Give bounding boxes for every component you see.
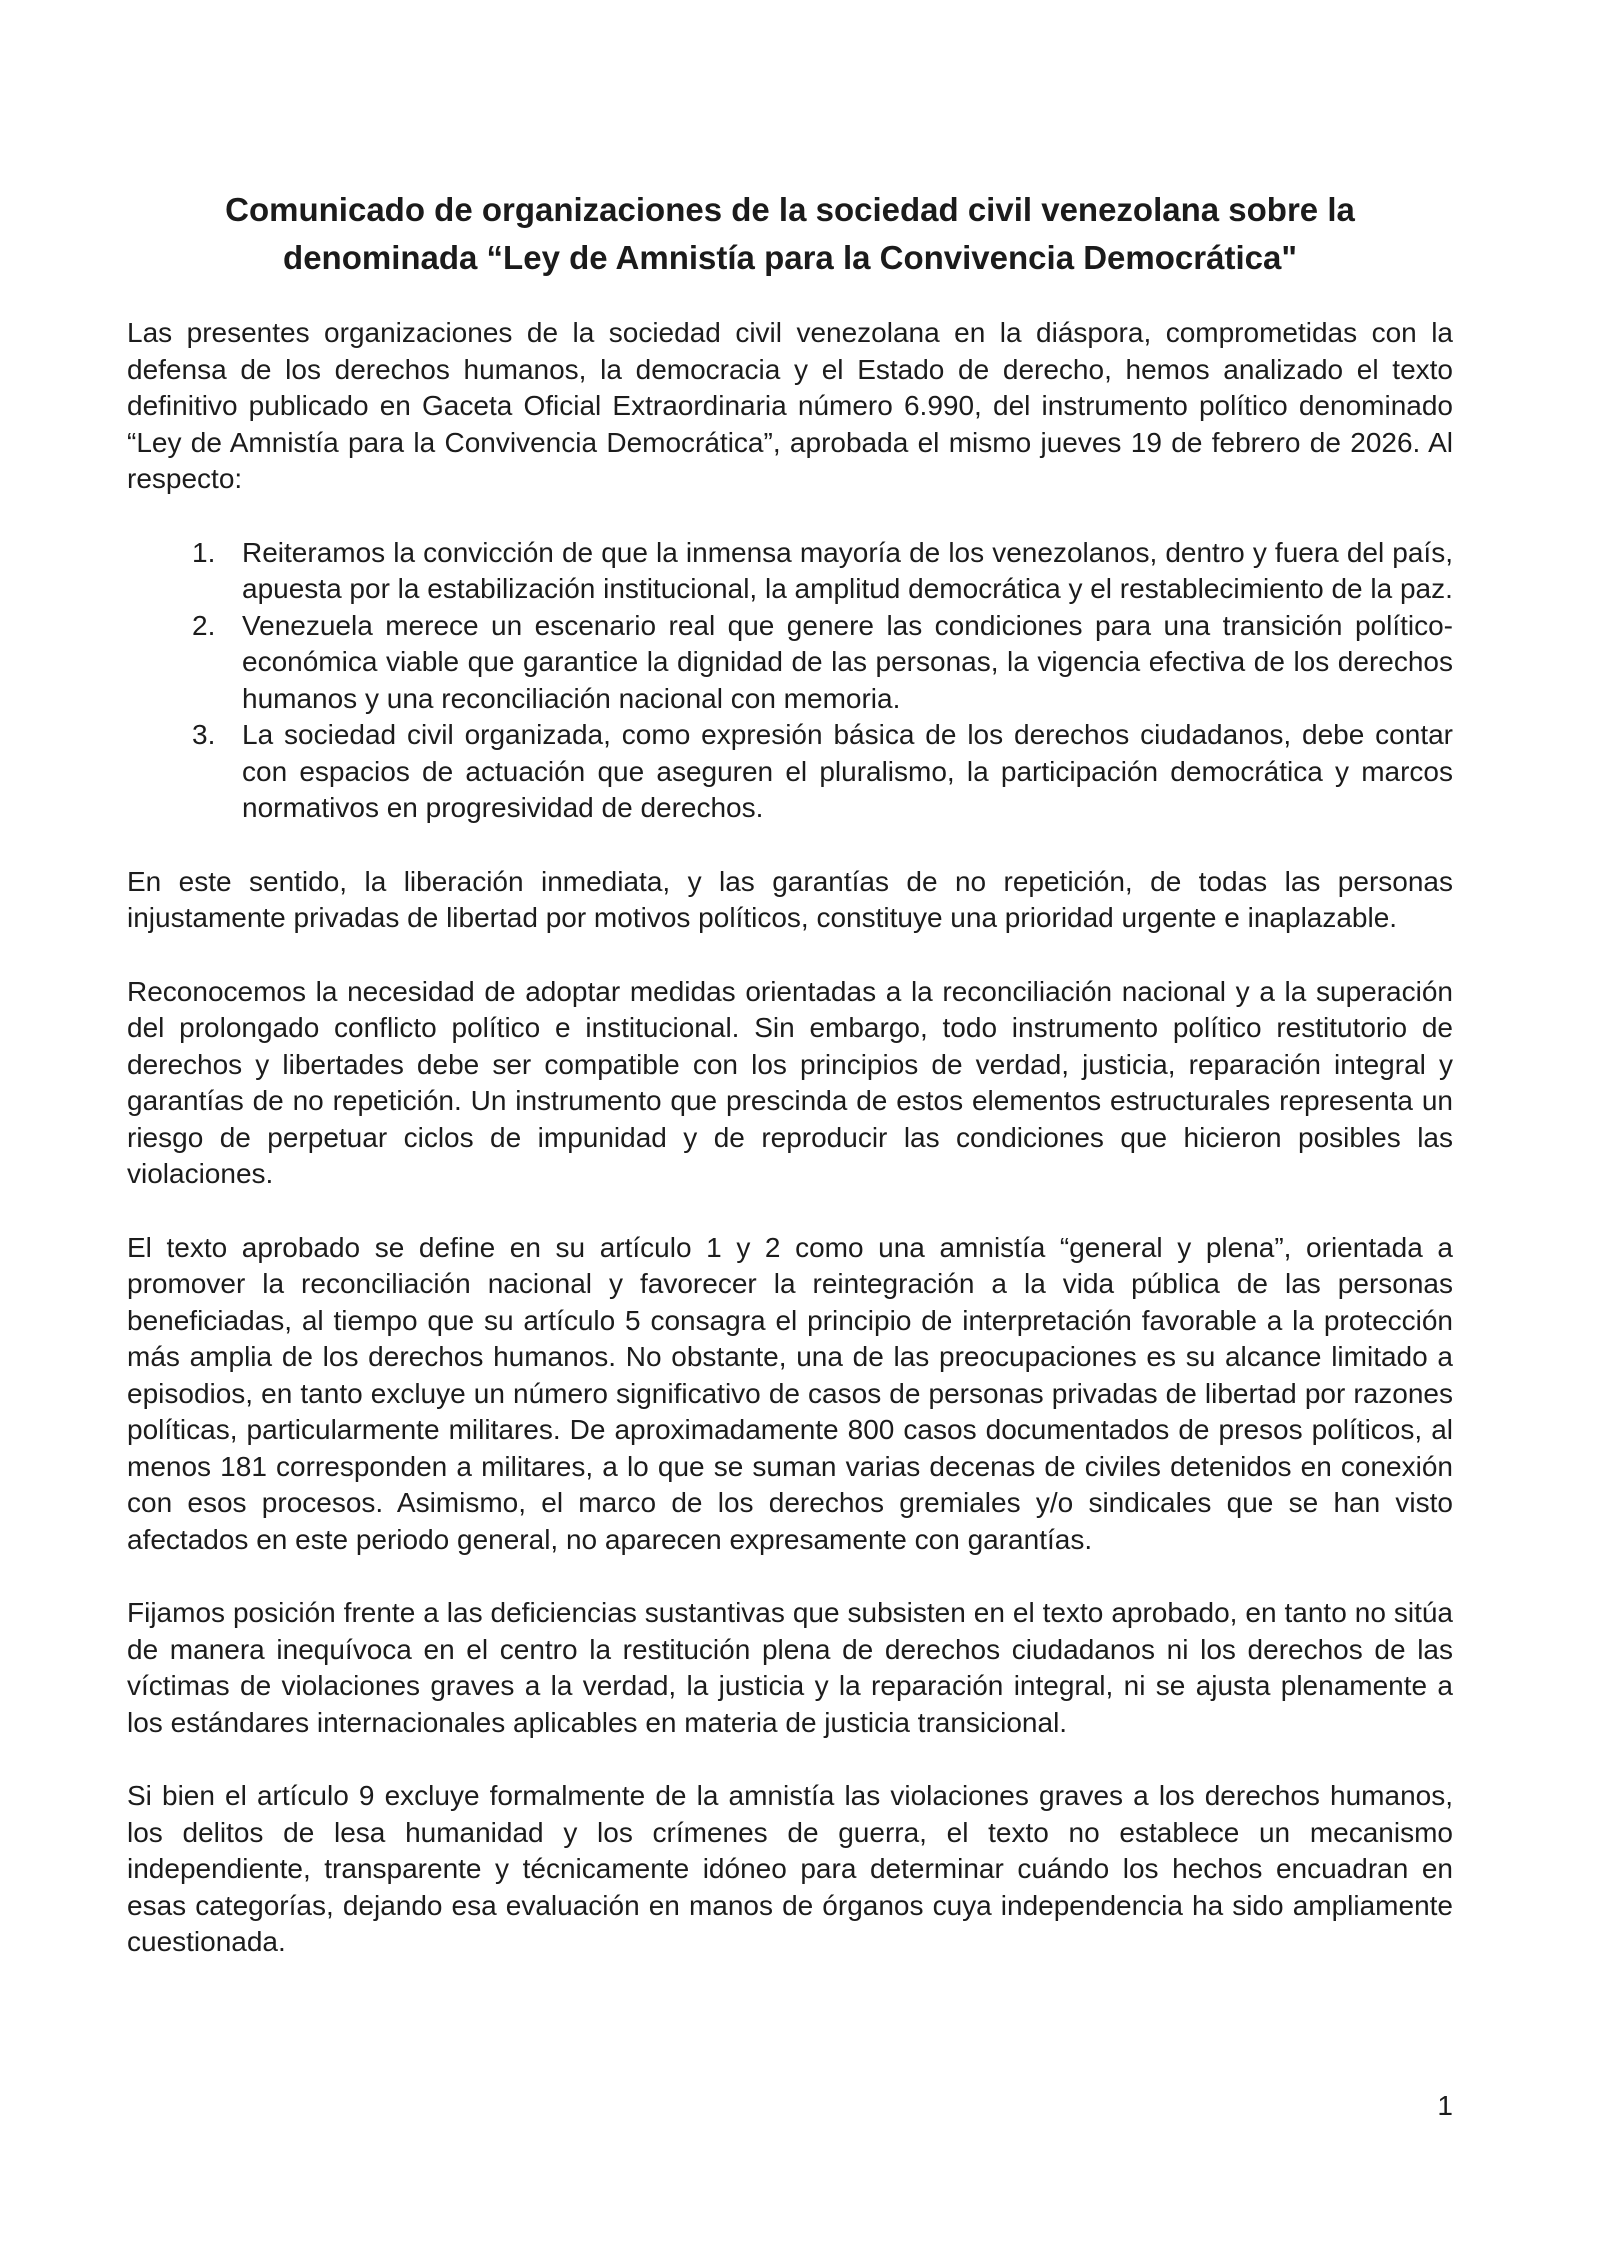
list-item-number: 2. (192, 609, 216, 641)
list-item-text: Reiteramos la convicción de que la inmensa mayoría de los venezolanos, dentro y fuera del país, apuesta por la estabilización institucional, la amplitud democrática y el restablecimiento de la paz. (242, 536, 1453, 604)
list-item (127, 608, 1453, 718)
document-title: Comunicado de organizaciones de la sociedad civil venezolana sobre la denominada “Ley de Amnistía para la Convivencia Democrática" (225, 191, 1355, 276)
body-paragraph: Si bien el artículo 9 excluye formalmente de la amnistía las violaciones graves a los derechos humanos, los delitos de lesa humanidad y los crímenes de guerra, el texto no establece un mecanismo independiente, transparente y técnicamente idóneo para determinar cuándo los hechos encuadran en esas categorías, dejando esa evaluación en manos de órganos cuya independencia ha sido ampliamente cuestionada. (127, 1780, 1453, 1957)
list-item (127, 535, 1453, 608)
intro-paragraph: Las presentes organizaciones de la sociedad civil venezolana en la diáspora, comprometidas con la defensa de los derechos humanos, la democracia y el Estado de derecho, hemos analizado el texto definitivo publicado en Gaceta Oficial Extraordinaria número 6.990, del instrumento político denominado “Ley de Amnistía para la Convivencia Democrática”, aprobada el mismo jueves 19 de febrero de 2026. Al respecto: (127, 317, 1453, 494)
body-paragraph: Reconocemos la necesidad de adoptar medidas orientadas a la reconciliación nacional y a la superación del prolongado conflicto político e institucional. Sin embargo, todo instrumento político restitutorio de derechos y libertades debe ser compatible con los principios de verdad, justicia, reparación integral y garantías de no repetición. Un instrumento que prescinda de estos elementos estructurales representa un riesgo de perpetuar ciclos de impunidad y de reproducir las condiciones que hicieron posibles las violaciones. (127, 975, 1453, 1189)
list-item-number: 3. (192, 719, 216, 750)
body-paragraph: Fijamos posición frente a las deficiencias sustantivas que subsisten en el texto aprobado, en tanto no sitúa de manera inequívoca en el centro la restitución plena de derechos ciudadanos ni los derechos de las víctimas de violaciones graves a la verdad, la justicia y la reparación integral, ni se ajusta plenamente a los estándares internacionales aplicables en materia de justicia transicional. (127, 1597, 1453, 1738)
page-number: 1 (1437, 2090, 1453, 2121)
list-item (127, 717, 1453, 827)
list-item-number: 1. (192, 536, 216, 568)
list-item-text: Venezuela merece un escenario real que genere las condiciones para una transición político-económica viable que garantice la dignidad de las personas, la vigencia efectiva de los derechos humanos y una reconciliación nacional con memoria. (242, 609, 1453, 714)
numbered-list (127, 535, 1453, 827)
body-paragraph: En este sentido, la liberación inmediata, y las garantías de no repetición, de todas las personas injustamente privadas de libertad por motivos políticos, constituye una prioridad urgente e inaplazable. (127, 865, 1453, 933)
list-item-text: La sociedad civil organizada, como expresión básica de los derechos ciudadanos, debe contar con espacios de actuación que aseguren el pluralismo, la participación democrática y marcos normativos en progresividad de derechos. (242, 719, 1453, 823)
document-body (127, 186, 1453, 1998)
body-paragraph: El texto aprobado se define en su artículo 1 y 2 como una amnistía “general y plena”, orientada a promover la reconciliación nacional y favorecer la reintegración a la vida pública de las personas beneficiadas, al tiempo que su artículo 5 consagra el principio de interpretación favorable a la protección más amplia de los derechos humanos. No obstante, una de las preocupaciones es su alcance limitado a episodios, en tanto excluye un número significativo de casos de personas privadas de libertad por razones políticas, particularmente militares. De aproximadamente 800 casos documentados de presos políticos, al menos 181 corresponden a militares, a lo que se suman varias decenas de civiles detenidos en conexión con esos procesos. Asimismo, el marco de los derechos gremiales y/o sindicales que se han visto afectados en este periodo general, no aparecen expresamente con garantías. (127, 1231, 1453, 1555)
